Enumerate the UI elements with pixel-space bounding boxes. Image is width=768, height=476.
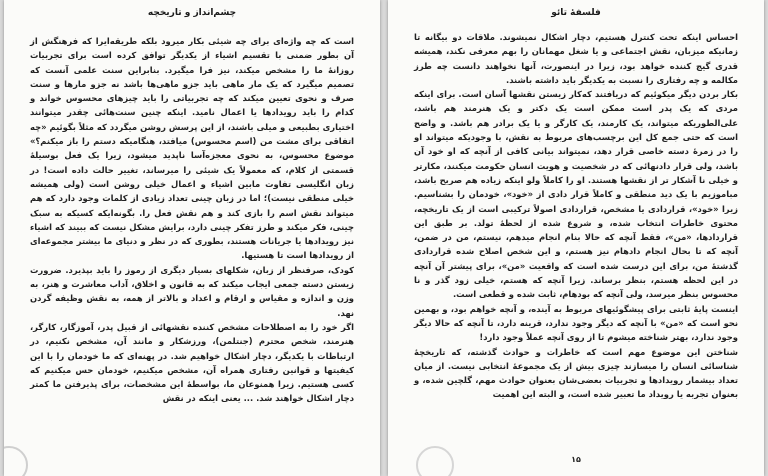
paragraph: بکار بردن دیگر میکوئیم که دریافتند که‌کار زیستن نقشها آسان است. برای اینکه مردی که یک پدر است ممکن است یک دکتر و یک هنرمند هم باشد، علی‌الطوریکه میتواند، یک کارمند، یک کارگر و یا یک برادر هم باشد. و واضح است که حتی جمع کل این برچسب‌های مربوط به نقش، با وجودیکه میتواند او را در زمرهٔ دسته خاصی قرار دهد، نمیتواند بیانی کافی از آنچه که او خود آن باشد، ولی قرار دادنهائی که در شخصیت و هویت انسان حکومت میکنند، مکارتر و خیلی نا آشکار تر از نقشها هستند. او را کاملاً ولو اینکه زیاده هم صریح باشد، مباموزیم با یک دید منطقی و کاملاً قرار دادی از «خود»، خودمان را بشناسیم. زیرا «خود»، قراردادی یا مشخص، قراردادی اصولاً ترکیبی است از یک تاریخچه، محتوی خاطرات انتخاب شده، و شروع شده از لحظهٔ تولد. بر طبق این قراردادها، «من»، فقط آنچه که حالا بنام انجام میدهم، نیستم، من در ضمن، آنچه که تا بحال انجام دادهام نیز هستم، و این شخص اصلاح شده قراردادی گذشتهٔ من، برای این درست شده است که واقعیت «من»، برای پیشتر آن آنچه در این لحظه هستم، بنظر برساند. زیرا آنچه که هستم، خیلی زود گذر و نا محسوس بنظر میرسد، ولی آنچه که بودهام، ثابت شده و قطعی است. xyxy=(414,89,738,300)
paragraph: است که چه واژه‌ای برای چه شیئی بکار میرود بلکه طریقه‌ایرا که فرهنگش از آن بطور ضمنی با تقسیم اشیاء از یکدیگر توافق کرده است برای تجربیات روزانهٔ ما را مشخص میکند، نیز فرا میگیرد. بنابراین سنت علمی آنست که تصمیم میگیرد که یک مار ماهی باید جزو ماهی‌ها باشد نه جزو مارها و سنت صرف و نحوی تعیین میکند که چه تجربیاتی را باید چیزهای محسوس خواند و کدام را باید رویدادها یا اعمال نامید. اینکه چنین سنت‌هائی چقدر میتوانند اختیاری بطبیعی و میلی باشند، از این پرسش روشن میگردد که مثلاً بگوئیم «چه اتفاقی برای مشت من (اسم محسوس) میافتد، هنگامیکه دستم را باز میکنم؟» موضوع محسوس، به نحوی معجزه‌آسا ناپدید میشود، زیرا یک فعل بوسیلهٔ قسمتی از کلام، که معمولاً یک شیئی را میرساند، تغییر حالت داده است! در زبان انگلیسی تفاوت مابین اشیاء و اعمال خیلی روشن است (ولی همیشه خیلی منطقی نیست)؛ اما در زبان چینی تعداد زیادی از کلمات وجود دارد که هم میتواند نقش اسم را بازی کند و هم نقش فعل را. بگونه‌ایکه کسیکه به سبک چینی، فکر میکند و طرز تفکر چینی دارد، برایش مشکل نیست که ببیند که اشیاء نیز رویدادها یا جریانات هستند، بطوری که در نظر و دنیای ما بیشتر مجموعه‌ای از رویدادها است تا هستیها. xyxy=(30,36,354,261)
paragraph: شناختن این موضوع مهم است که خاطرات و حوادث گذشته، که تاریخچهٔ شناسائی انسان را میسازند چیزی بیش از یک مجموعهٔ انتخابی نیست. از میان تعداد بیشمار رویدادها و تجربیات بعضی‌شان بعنوان حوادث مهم، گلچین شده، و بعنوان تجربه یا رویداد ما تعبیر شده است، و البته این اهمیت xyxy=(414,346,738,400)
page-text xyxy=(30,34,354,406)
paragraph: احساس اینکه تحت کنترل هستیم، دچار اشکال نمیشوند. ملاقات دو بیگانه تا زمانیکه میزبان، نقش اجتماعی و یا شغل مهمانان را بهم معرفی نکند، همیشه قدری گیج کننده خواهد بود، زیرا در اینصورت، آنها نخواهند دانست چه طرز مکالمه و چه رفتاری را نسبت به یکدیگر باید داشته باشند. xyxy=(414,32,738,85)
paragraph: اینست پایهٔ ثابتی برای پیشگوئیهای مربوط به آینده، و آنچه خواهم بود، و بهمین نحو است که «من» با آنچه که دیگر وجود ندارد، قرینه دارد، تا آنچه که حالا دیگر وجود ندارد، بهتر شناخته میشوم تا از روی آنچه عملاً وجود دارد! xyxy=(414,303,738,343)
paragraph: کودک، صرفنظر از زبان، شکلهای بسیار دیگری از رموز را باید بپذیرد. ضرورت زیستن دسته جمعی ایجاب میکند که به قانون و اخلاق، آداب معاشرت و هنر، به وزن و اندازه و مقیاس و ارقام و اعداد و بالاتر از همه، به نقش وظیفه گردن نهد. xyxy=(30,264,354,318)
page-text xyxy=(414,30,738,402)
page-number: ۱۵ xyxy=(571,455,581,464)
paragraph: اگر خود را به اصطلاحات مشخص کننده نقشهائی از قبیل پدر، آموزگار، کارگر، هنرمند، شخص محترم (جنتلمن)، ورزشکار و مانند آن، مشخص نکنیم، در ارتباطات با یکدیگر، دچار اشکال خواهیم شد. در پهنه‌ای که ما خودمان را با این کیفیتها و قوانین رفتاری همراه آن، مشخص میکنیم، خودمان حس میکنیم که کسی هستیم. زیرا همنوعان ما، بواسطهٔ این مشخصات، برای پذیرفتن ما کمتر دچار اشکال خواهند شد. ... یعنی اینکه در نقش xyxy=(30,321,354,404)
left-page xyxy=(4,0,380,476)
right-page xyxy=(388,0,764,476)
page-curl-icon xyxy=(416,446,454,476)
page-curl-icon xyxy=(4,446,28,476)
running-head: فلسفهٔ تائو xyxy=(551,8,601,18)
running-head: چشم‌انداز و تاریخچه xyxy=(147,8,237,18)
